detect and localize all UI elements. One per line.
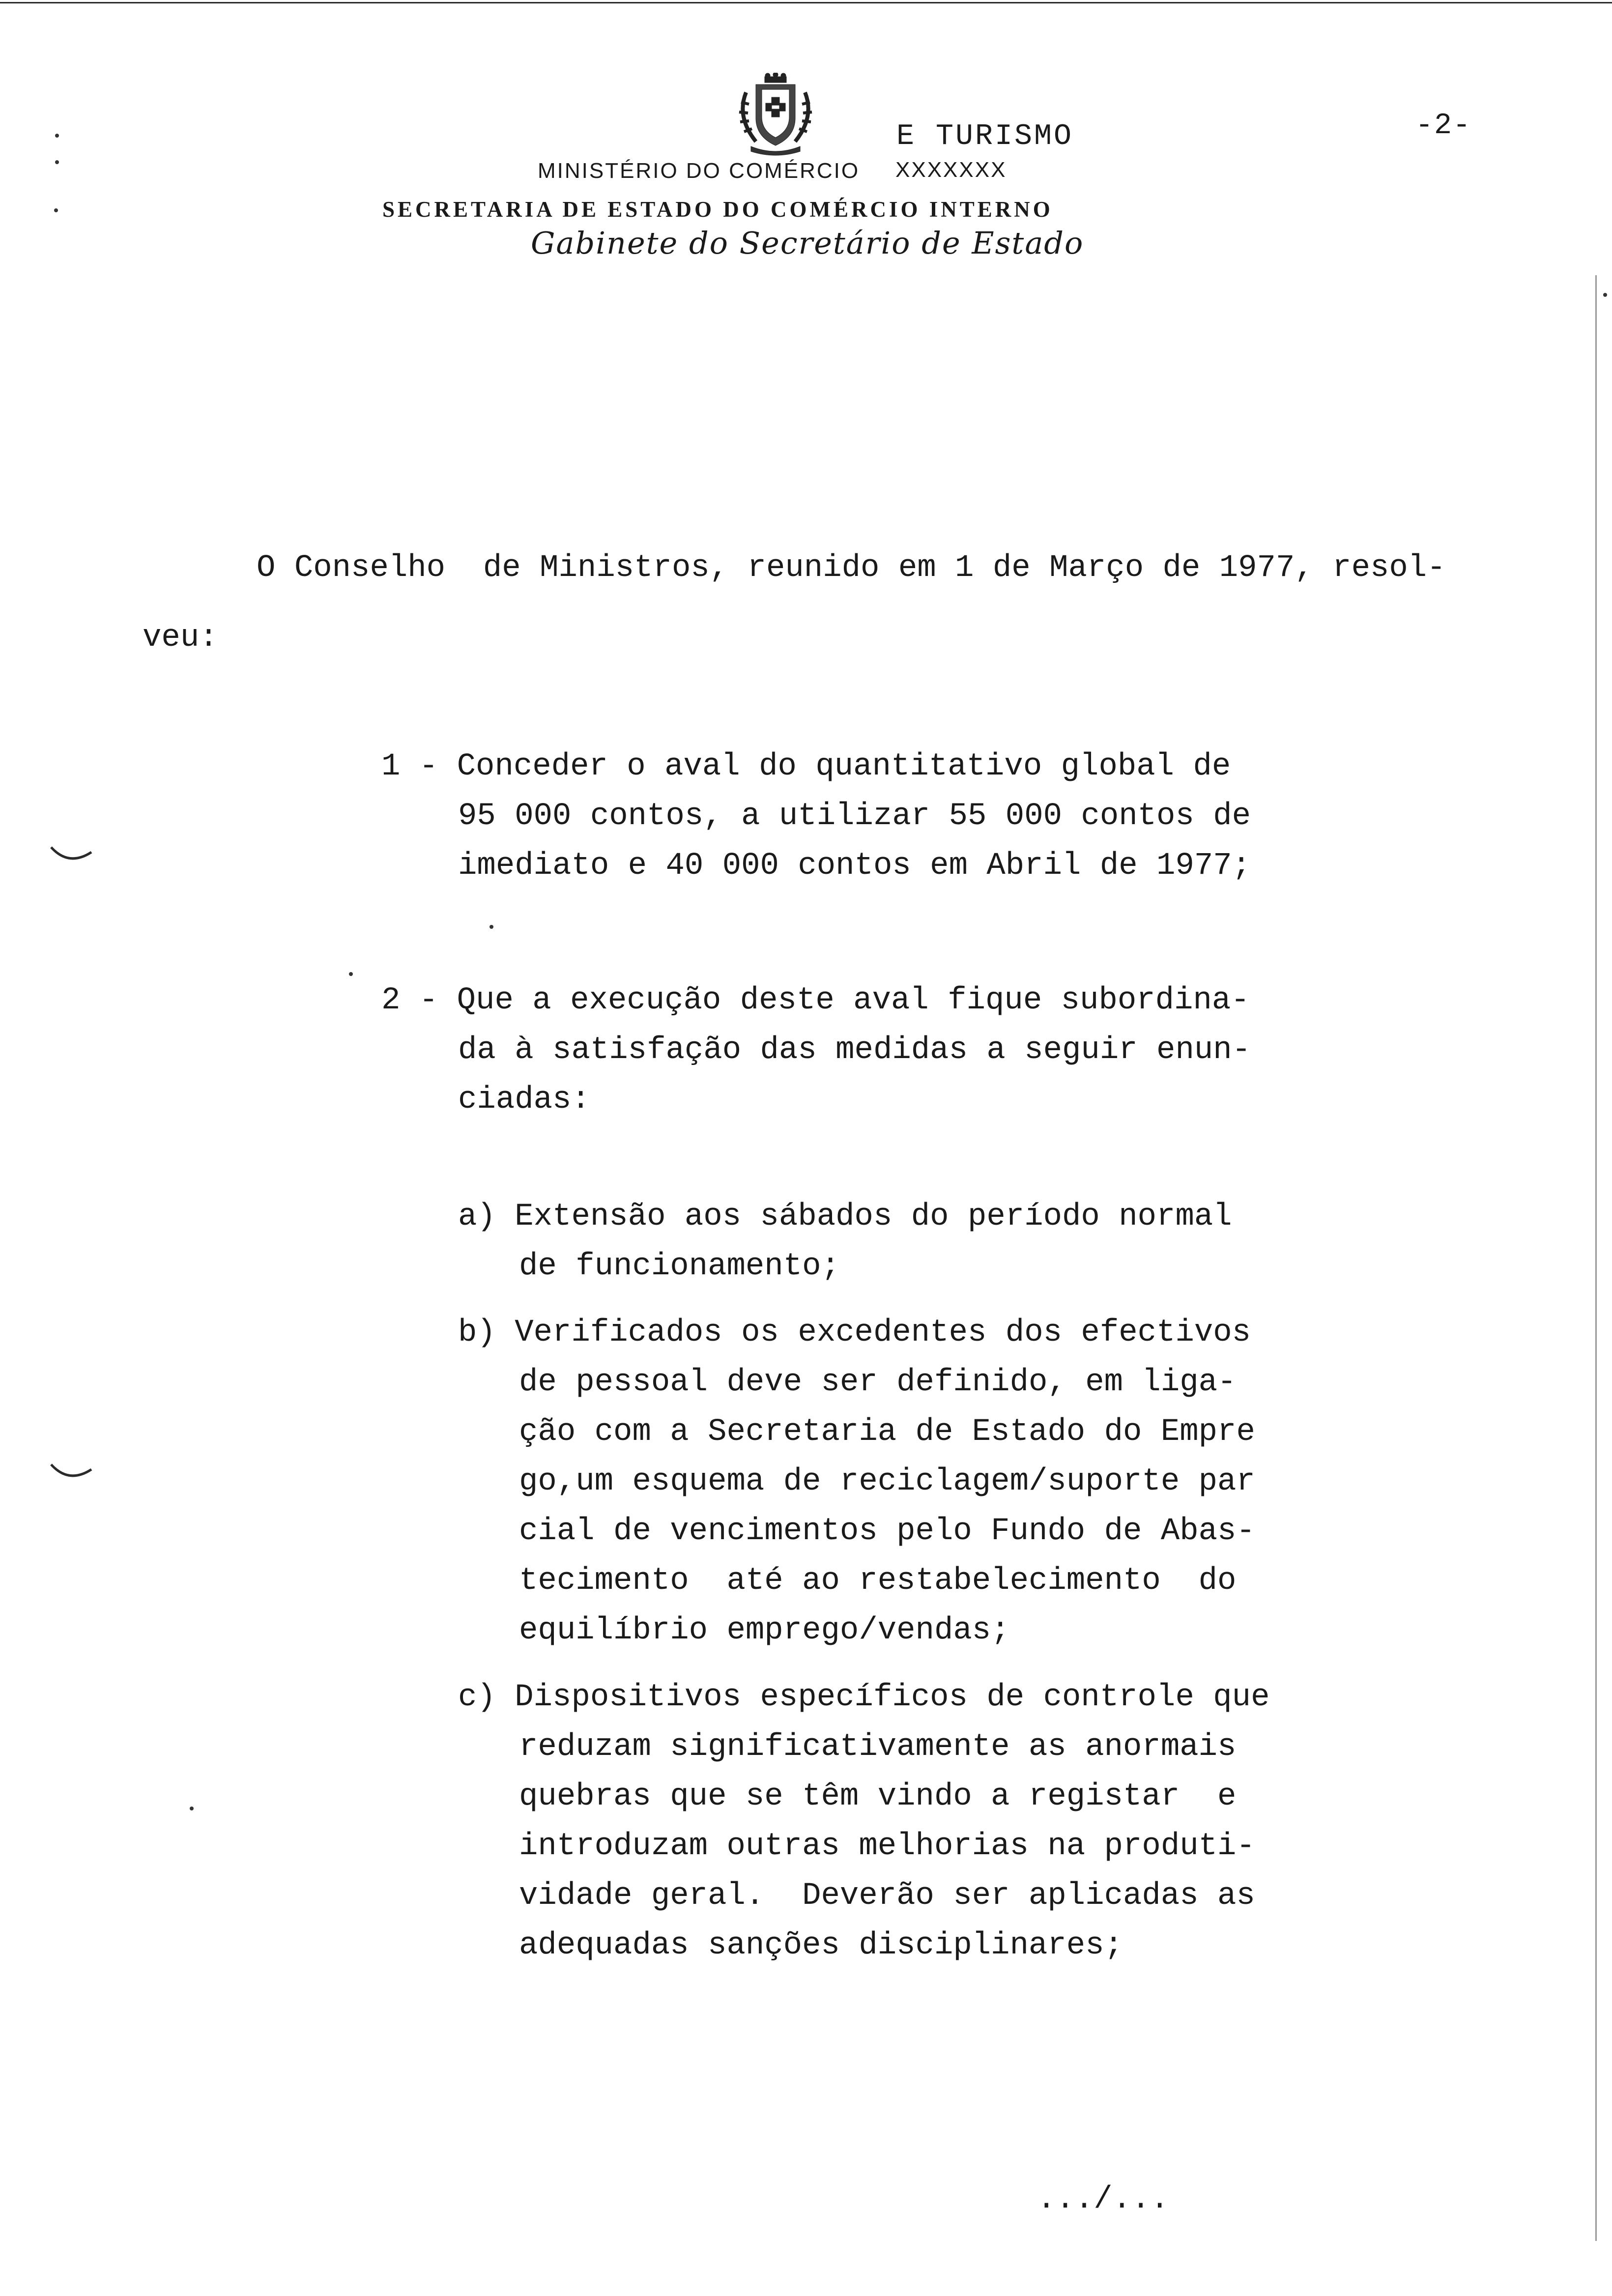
item-1-line: imediato e 40 000 contos em Abril de 1977; (458, 848, 1251, 884)
speck (1603, 293, 1607, 297)
speck (54, 208, 58, 212)
margin-curve-mark (49, 845, 93, 865)
measure-b-line: go,um esquema de reciclagem/suporte par (519, 1464, 1255, 1499)
measure-c-line: introduzam outras melhorias na produti- (519, 1829, 1255, 1864)
measure-a-line: de funcionamento; (519, 1249, 840, 1284)
speck (489, 925, 493, 929)
ministry-name: MINISTÉRIO DO COMÉRCIO (538, 159, 860, 183)
page-number: -2- (1415, 109, 1472, 143)
measure-b-line: tecimento até ao restabelecimento do (519, 1563, 1237, 1599)
right-binding-edge (1595, 275, 1597, 2241)
speck (55, 160, 59, 164)
measure-b-line: cial de vencimentos pelo Fundo de Abas- (519, 1514, 1255, 1549)
margin-curve-mark (49, 1463, 93, 1482)
speck (190, 1807, 194, 1810)
measure-b-line: ção com a Secretaria de Estado do Empre (519, 1414, 1255, 1450)
measure-c-line: c) Dispositivos específicos de controle que (458, 1680, 1270, 1715)
measure-c-line: adequadas sanções disciplinares; (519, 1928, 1123, 1963)
measure-a-line: a) Extensão aos sábados do período normal (458, 1199, 1232, 1234)
intro-line: veu: (143, 620, 218, 656)
speck (55, 134, 59, 138)
secretariat-name: SECRETARIA DE ESTADO DO COMÉRCIO INTERNO (382, 197, 1053, 222)
item-2-line: da à satisfação das medidas a seguir enun- (458, 1033, 1251, 1068)
measure-b-line: equilíbrio emprego/vendas; (519, 1613, 1010, 1648)
continuation-mark: .../... (1037, 2182, 1169, 2217)
item-2-line: ciadas: (458, 1082, 590, 1118)
measure-b-line: de pessoal deve ser definido, em liga- (519, 1365, 1237, 1400)
item-1-line: 95 000 contos, a utilizar 55 000 contos de (458, 799, 1251, 834)
item-1-line: 1 - Conceder o aval do quantitativo global de (381, 749, 1231, 784)
top-edge-rule (0, 2, 1612, 3)
speck (349, 972, 353, 976)
measure-b-line: b) Verificados os excedentes dos efectivos (458, 1315, 1251, 1350)
measure-c-line: reduzam significativamente as anormais (519, 1729, 1237, 1765)
measure-c-line: vidade geral. Deverão ser aplicadas as (519, 1878, 1255, 1914)
struck-out-word: XXXXXXX (895, 158, 1007, 182)
coat-of-arms-icon (726, 73, 825, 156)
item-2-line: 2 - Que a execução deste aval fique subordina- (381, 983, 1250, 1018)
ministry-suffix: E TURISMO (896, 120, 1074, 153)
intro-line: O Conselho de Ministros, reunido em 1 de Março de 1977, resol- (257, 550, 1446, 586)
measure-c-line: quebras que se têm vindo a registar e (519, 1779, 1237, 1814)
cabinet-name: Gabinete do Secretário de Estado (531, 225, 1084, 261)
